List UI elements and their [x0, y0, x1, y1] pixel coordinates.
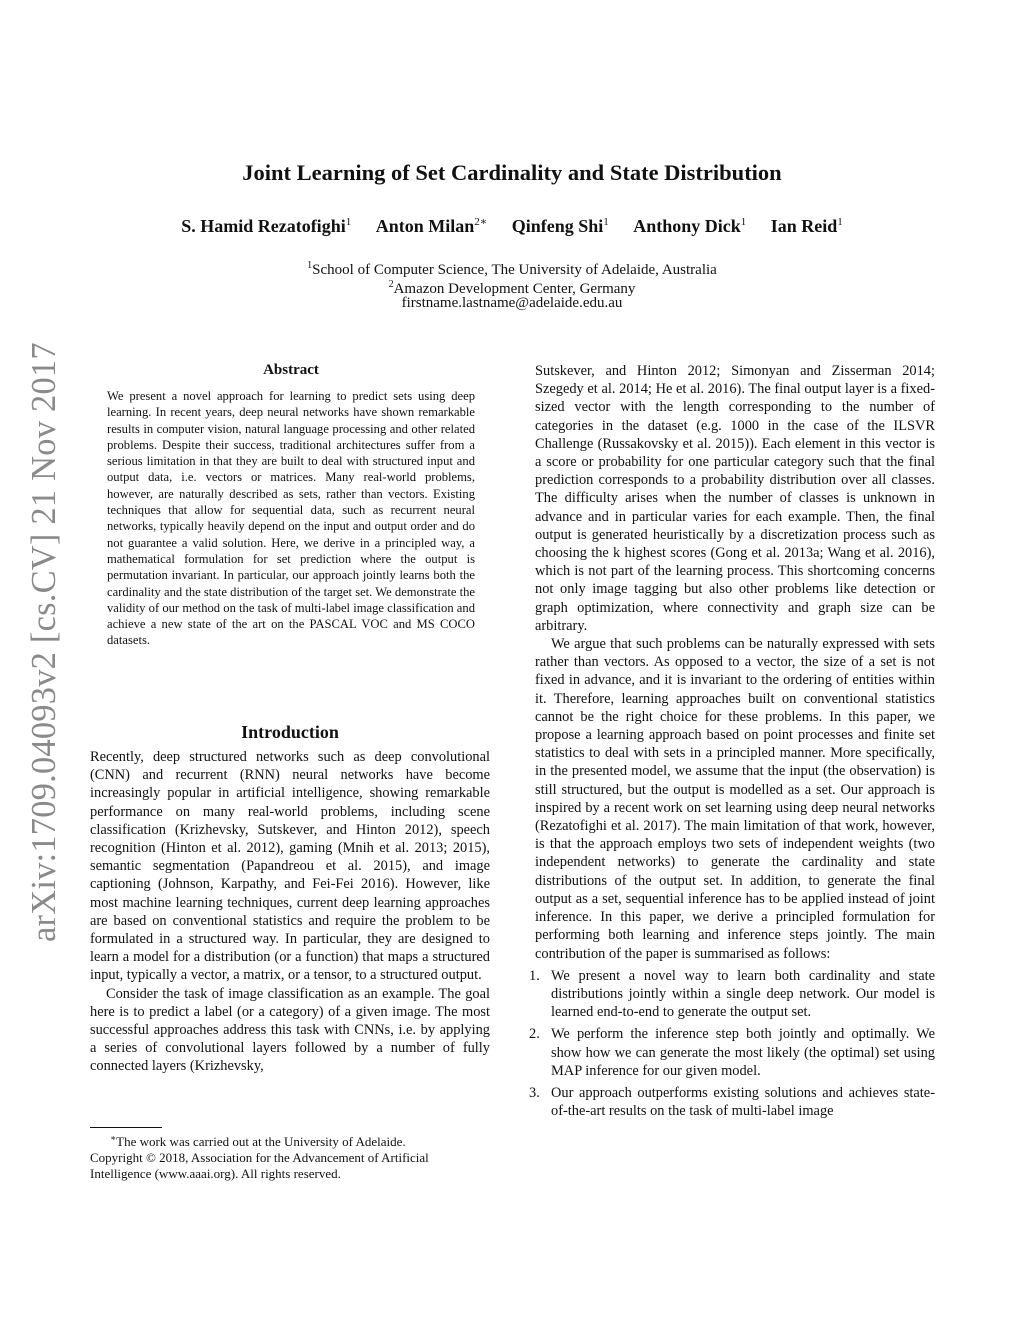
abstract-heading: Abstract [263, 362, 319, 378]
arxiv-identifier-stamp: arXiv:1709.04093v2 [cs.CV] 21 Nov 2017 [25, 342, 63, 942]
paper-title: Joint Learning of Set Cardinality and State Distribution [242, 160, 782, 185]
work-footnote: ∗The work was carried out at the University of Adelaide. [110, 1133, 406, 1149]
author-name: Qinfeng Shi$^1$ [511, 216, 609, 236]
author-name: Anton Milan$^{2∗}$ [375, 216, 488, 236]
affiliation-adelaide: $^1$School of Computer Science, The University of Adelaide, Australia [307, 260, 717, 278]
contribution-item: 1. We present a novel way to learn both cardinality and state distributions jointly within a single deep network. Our model is learned end-to-end to generate the output set. [529, 967, 935, 1021]
intro-paragraph: We argue that such problems can be naturally expressed with sets rather than vectors. As opposed to a vector, the size of a set is not fixed in advance, and it is invariant to the ordering of entities within it. Therefore, learning approaches built on conventional statistics cannot be the right choice for these problems. In this paper, we propose a learning approach based on point processes and finite set statistics to deal with sets in a principled manner. More specifically, in the presented model, we assume that the input (the observation) is still structured, but the output is modelled as a set. Our approach is inspired by a recent work on set learning using deep neural networks (Rezatofighi et al. 2017). The main limitation of that work, however, is that the approach employs two sets of independent weights (two independent networks) to generate the cardinality and state distributions of the output set. In addition, to generate the final output as a set, sequential inference has to be applied instead of joint inference. In this paper, we derive a principled formulation for performing both learning and inference steps jointly. The main contribution of the paper is summarised as follows: [535, 636, 935, 962]
copyright-notice: Copyright © 2018, Association for the Advancement of Artificial [90, 1150, 429, 1165]
abstract-text: We present a novel approach for learning to predict sets using deep learning. In recent years, deep neural networks have shown remarkable results in computer vision, natural language processing and other related problems. Despite their success, traditional architectures suffer from a serious limitation in that they are built to deal with structured input and output data, i.e. vectors or matrices. Many real-world problems, however, are naturally described as sets, rather than vectors. Existing techniques that allow for sequential data, such as recurrent neural networks, typically heavily depend on the input and output order and do not guarantee a valid solution. Here, we derive in a principled way, a mathematical formulation for set prediction where the output is permutation invariant. In particular, our approach jointly learns both the cardinality and the state distribution of the target set. We demonstrate the validity of our method on the task of multi-label image classification and achieve a new state of the art on the PASCAL VOC and MS COCO datasets. [107, 389, 475, 648]
contribution-list [529, 967, 935, 1121]
author-name: Ian Reid$^1$ [770, 216, 843, 236]
author-name: S. Hamid Rezatofighi$^1$ [181, 216, 352, 236]
author-email: firstname.lastname@adelaide.edu.au [401, 295, 623, 311]
affiliation-amazon: $^2$Amazon Development Center, Germany [388, 279, 636, 297]
copyright-notice-cont: Intelligence (www.aaai.org). All rights reserved. [90, 1166, 341, 1181]
introduction-heading: Introduction [241, 722, 339, 742]
contribution-item: 2. We perform the inference step both jointly and optimally. We show how we can generate the most likely (the optimal) set using MAP inference for our given model. [529, 1026, 935, 1079]
author-name: Anthony Dick$^1$ [633, 216, 747, 236]
abstract-section [107, 362, 475, 649]
footnotes [90, 1130, 490, 1182]
footnote-divider [90, 1127, 162, 1128]
contribution-item: 3. Our approach outperforms existing solutions and achieves state-of-the-art results on the task of multi-label image [529, 1084, 935, 1120]
left-column [90, 748, 490, 1076]
intro-paragraph: Sutskever, and Hinton 2012; Simonyan and Zisserman 2014; Szegedy et al. 2014; He et al. 2016). The final output layer is a fixed-sized vector with the length corresponding to the number of categories in the dataset (e.g. 1000 in the case of the ILSVR Challenge (Russakovsky et al. 2015)). Each element in this vector is a score or probability for one particular category such that the final prediction corresponds to a probability distribution over all classes. The difficulty arises when the number of classes is unknown in advance and in particular varies for each example. Then, the final output is generated heuristically by a discretization process such as choosing the k highest scores (Gong et al. 2013a; Wang et al. 2016), which is not part of the learning process. This shortcoming concerns not only image tagging but also other problems like detection or graph optimization, where connectivity and graph size can be arbitrary. [535, 363, 935, 634]
author-list [0, 215, 1024, 237]
intro-paragraph: Consider the task of image classification as an example. The goal here is to predict a label (or a category) of a given image. The most successful approaches address this task with CNNs, i.e. by applying a series of convolutional layers followed by a number of fully connected layers (Krizhevsky, [90, 985, 490, 1075]
intro-paragraph: Recently, deep structured networks such as deep convolutional (CNN) and recurrent (RNN) neural networks have become increasingly popular in artificial intelligence, showing remarkable performance on many real-world problems, including scene classification (Krizhevsky, Sutskever, and Hinton 2012), speech recognition (Hinton et al. 2012), gaming (Mnih et al. 2013; 2015), semantic segmentation (Papandreou et al. 2015), and image captioning (Johnson, Karpathy, and Fei-Fei 2016). However, like most machine learning techniques, current deep learning approaches are based on conventional statistics and require the problem to be formulated in a structured way. In particular, they are designed to learn a model for a distribution (or a function) that maps a structured input, typically a vector, a matrix, or a tensor, to a structured output. [90, 749, 490, 984]
right-column [529, 362, 935, 1124]
